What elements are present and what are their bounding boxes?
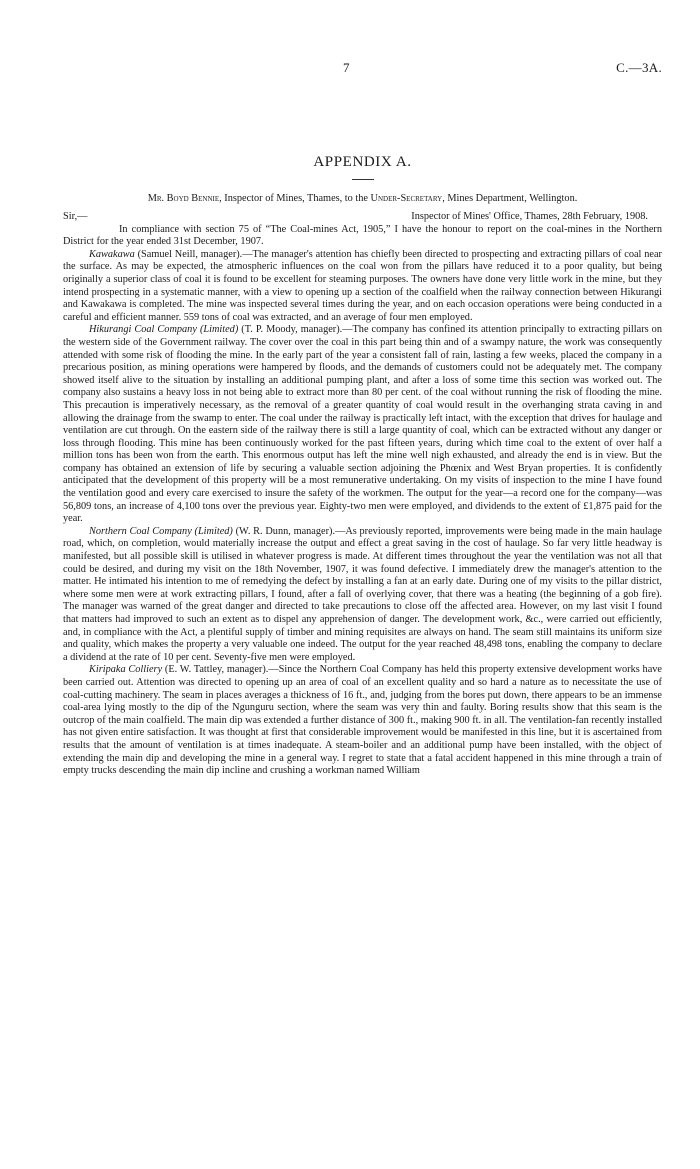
section-kiripaka bbox=[63, 664, 662, 777]
section-hikurangi bbox=[63, 324, 662, 526]
dateline: Inspector of Mines' Office, Thames, 28th February, 1908. bbox=[411, 211, 648, 222]
salutation-row bbox=[63, 211, 648, 224]
page-number: 7 bbox=[343, 60, 350, 75]
section-name: Kiripaka Colliery bbox=[89, 664, 163, 676]
series-reference: C.—3A. bbox=[616, 60, 662, 75]
appendix-title: APPENDIX A. bbox=[313, 154, 412, 170]
title-rule bbox=[352, 179, 374, 180]
section-text: (T. P. Moody, manager).—The company has confined its attention principally to extracting pillars on the western side of the Government railway. The cover over the coal in this part being thin and of a swampy nature, the work was consequently attended with some risk of flooding the mine. In the early part of the year a consistent fall of rain, lasting a few weeks, placed the company in a precarious position, as mining operations were hampered by floods, and the demands of customers could not be adequately met. The company showed itself alive to the situation by installing an additional pumping plant, and after a loss of some time this section was worked out. The company also sustains a heavy loss in not being able to extract more than 80 per cent. of the coal without running the risk of flooding the mine. This precaution is imperatively necessary, as the removal of a greater quantity of coal would result in the overhanging strata caving in and allowing the drainage from the swamp to enter. The coal under the railway is practically left intact, with the exception that drives for haulage and ventilation are cut through. On the eastern side of the railway there is still a large quantity of coal, which can be extracted without any danger or loss through flooding. This mine has been continuously worked for the past fifteen years, during which time coal to the extent of over half a million tons has been won from the earth. This enormous output has left the mine well nigh exhausted, and already the end is in view. But the company has obtained an extension of life by securing a valuable section adjoining the Phœnix and West Bryan properties. It is confidently anticipated that the development of this property will be a most remunerative undertaking. On my visits of inspection to the mine I have found the ventilation good and every care exercised to insure the safety of the workmen. The output for the year—a record one for the company—was 56,809 tons, an increase of 4,100 tons over the previous year. Eighty-two men were employed, and dividends to the extent of £1,875 paid for the year. bbox=[63, 324, 662, 525]
heading-text-1: , Inspector of Mines, Thames, to the bbox=[219, 193, 371, 204]
heading-text-2: , Mines Department, Wellington. bbox=[442, 193, 578, 204]
section-text: (W. R. Dunn, manager).—As previously reported, improvements were being made in the main haulage road, which, on completion, would materially increase the output and effect a great saving in the cost of haulage. So far very little headway is manifested, but all possible skill is utilised in whatever progress is made. At different times throughout the year the ventilation was not all that could be desired, and during my visit on the 18th November, 1907, it was found defective. I immediately drew the manager's attention to the matter. He intimated his intention to me of remedying the defect by installing a fan at an early date. During one of my visits to the pillar district, where some men were at work extracting pillars, I found, after a fall of overlying cover, that there was a heating (the beginning of a gob fire). The manager was warned of the great danger and directed to take precautions to close off the affected area. However, on my last visit I found that matters had improved to such an extent as to dispel any apprehension of danger. The development work, &c., were carried out efficiently, and, in compliance with the Act, a plentiful supply of timber and mining requisites are always on hand. The seam still maintains its uniform size and quality, which makes the property a very valuable one indeed. The output for the year reached 48,498 tons, enabling the company to declare a dividend at the rate of 10 per cent. Seventy-five men were employed. bbox=[63, 525, 662, 663]
section-kawakawa bbox=[63, 249, 662, 325]
intro-paragraph: In compliance with section 75 of “The Coal-mines Act, 1905,” I have the honour to report on the coal-mines in the Northern District for the year ended 31st December, 1907. bbox=[63, 223, 662, 248]
section-text: (Samuel Neill, manager).—The manager's attention has chiefly been directed to prospecting and extracting pillars of coal near the surface. As may be expected, the atmospheric influences on the coal won from the pillars have reduced it to a poor quality, but being originally a superior class of coal it is found to be excellent for steaming purposes. The owners have done very little work in the mine, but they intend prospecting in a systematic manner, with a view to opening up a section of the coalfield when the railway connection between Hikurangi and Kawakawa is completed. The mine was inspected several times during the year, and on each occasion operations were being conducted in a careful and efficient manner. 559 tons of coal was extracted, and an average of four men employed. bbox=[63, 248, 662, 323]
letter-heading bbox=[63, 192, 662, 205]
section-text: (E. W. Tattley, manager).—Since the Northern Coal Company has held this property extensive development works have been carried out. Attention was directed to opening up an area of coal of an excellent quality and so hard a nature as to necessitate the use of coal-cutting machinery. The seam in places averages a thickness of 16 ft., and, judging from the bores put down, there appears to be an immense coal-area lying mostly to the dip of the Ngunguru section, where the seam was very thin and faulty. Boring results show that this seam is the outcrop of the main coalfield. The main dip was extended a further distance of 300 ft., making 900 ft. in all. The ventilation-fan recently installed has not given entire satisfaction. It was thought at first that considerable improvement would be manifested in this line, but it is ascertained from results that the amount of ventilation is at times inadequate. A steam-boiler and an additional pump have been installed, with the object of extending the main dip and developing the mine in a general way. I regret to state that a fatal accident happened in this mine through a train of empty trucks descending the main dip incline and crushing a workman named William bbox=[63, 664, 662, 777]
section-name: Northern Coal Company (Limited) bbox=[89, 525, 233, 537]
section-name: Hikurangi Coal Company (Limited) bbox=[89, 324, 239, 336]
salutation: Sir,— bbox=[63, 211, 88, 222]
section-northern-coal bbox=[63, 526, 662, 665]
sender-name: Mr. Boyd Bennie bbox=[147, 193, 220, 204]
recipient-name: Under-Secretary bbox=[370, 193, 443, 204]
section-name: Kawakawa bbox=[89, 248, 135, 260]
